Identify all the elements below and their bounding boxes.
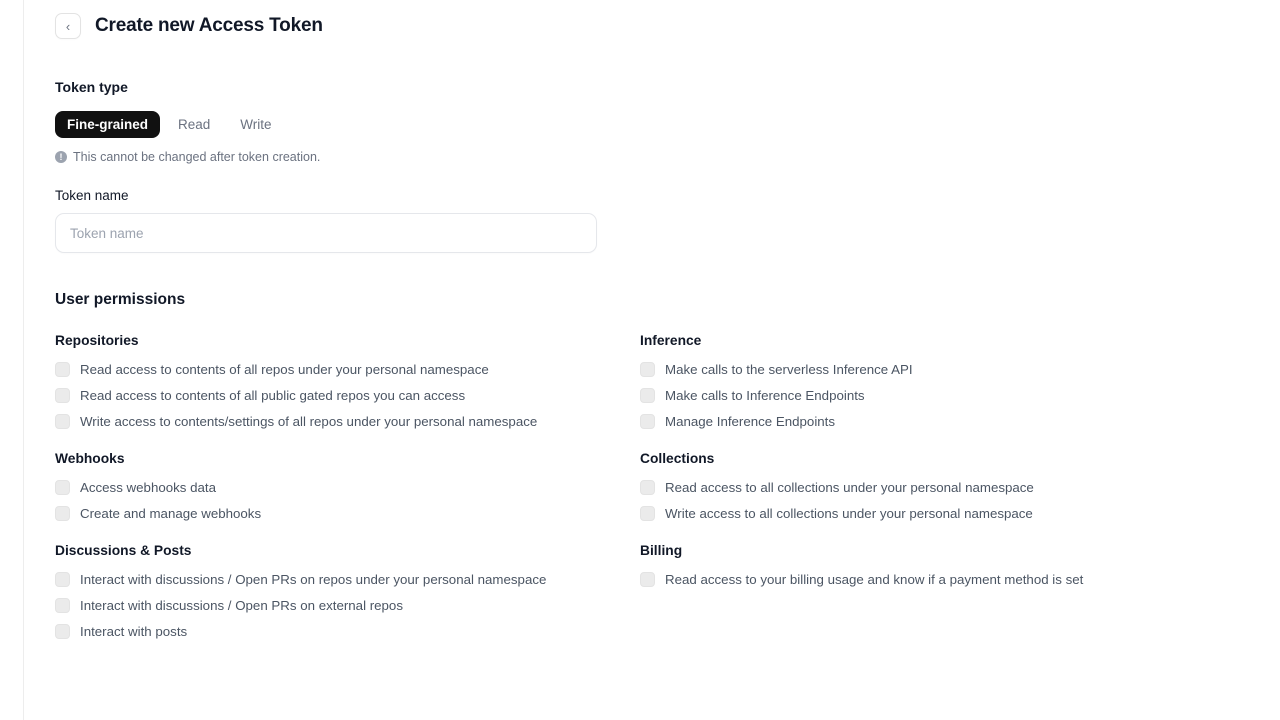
permission-item[interactable] bbox=[640, 414, 1225, 429]
page-content bbox=[55, 0, 1255, 661]
permission-label: Make calls to the serverless Inference API bbox=[665, 362, 913, 377]
permission-label: Read access to your billing usage and know if a payment method is set bbox=[665, 572, 1084, 587]
group-title: Discussions & Posts bbox=[55, 543, 192, 558]
permission-item[interactable] bbox=[640, 572, 1225, 587]
checkbox[interactable] bbox=[55, 572, 70, 587]
permission-label: Read access to all collections under your personal namespace bbox=[665, 480, 1034, 495]
permission-item[interactable] bbox=[640, 480, 1225, 495]
permission-item[interactable] bbox=[55, 506, 640, 521]
permission-item[interactable] bbox=[55, 362, 640, 377]
chevron-left-icon: ‹ bbox=[65, 18, 71, 34]
permission-item[interactable] bbox=[55, 624, 640, 639]
permission-group-webhooks bbox=[55, 451, 640, 521]
permission-label: Interact with discussions / Open PRs on external repos bbox=[80, 598, 403, 613]
permission-label: Make calls to Inference Endpoints bbox=[665, 388, 865, 403]
page-header bbox=[55, 0, 1255, 39]
permission-label: Read access to contents of all public gated repos you can access bbox=[80, 388, 466, 403]
permission-group-repositories bbox=[55, 333, 640, 429]
checkbox[interactable] bbox=[55, 388, 70, 403]
permission-label: Write access to all collections under your personal namespace bbox=[665, 506, 1033, 521]
group-title: Inference bbox=[640, 333, 702, 348]
permission-item[interactable] bbox=[55, 414, 640, 429]
token-name-input[interactable] bbox=[55, 213, 597, 253]
permission-group-collections bbox=[640, 451, 1225, 521]
permissions-columns bbox=[55, 333, 1255, 661]
user-permissions-title: User permissions bbox=[55, 291, 186, 308]
checkbox[interactable] bbox=[55, 624, 70, 639]
back-button[interactable] bbox=[55, 13, 81, 39]
info-icon: ! bbox=[55, 151, 67, 163]
checkbox[interactable] bbox=[640, 414, 655, 429]
checkbox[interactable] bbox=[640, 480, 655, 495]
permission-group-billing bbox=[640, 543, 1225, 587]
permission-item[interactable] bbox=[55, 572, 640, 587]
permission-item[interactable] bbox=[55, 388, 640, 403]
checkbox[interactable] bbox=[55, 480, 70, 495]
checkbox[interactable] bbox=[55, 414, 70, 429]
permission-item[interactable] bbox=[640, 388, 1225, 403]
group-title: Billing bbox=[640, 543, 683, 558]
checkbox[interactable] bbox=[55, 362, 70, 377]
group-title: Repositories bbox=[55, 333, 139, 348]
token-type-hint bbox=[55, 150, 1255, 164]
checkbox[interactable] bbox=[55, 506, 70, 521]
permission-item[interactable] bbox=[55, 480, 640, 495]
permission-item[interactable] bbox=[640, 362, 1225, 377]
checkbox[interactable] bbox=[55, 598, 70, 613]
page-title: Create new Access Token bbox=[95, 15, 323, 36]
permissions-column-left bbox=[55, 333, 640, 661]
token-type-option-write[interactable]: Write bbox=[240, 117, 272, 132]
permission-label: Create and manage webhooks bbox=[80, 506, 262, 521]
token-type-option-fine-grained[interactable]: Fine-grained bbox=[55, 111, 160, 138]
group-title: Collections bbox=[640, 451, 715, 466]
permission-item[interactable] bbox=[55, 598, 640, 613]
permission-label: Manage Inference Endpoints bbox=[665, 414, 836, 429]
token-type-option-read[interactable]: Read bbox=[178, 117, 211, 132]
token-type-section bbox=[55, 79, 1255, 164]
checkbox[interactable] bbox=[640, 572, 655, 587]
group-title: Webhooks bbox=[55, 451, 125, 466]
permission-label: Read access to contents of all repos under your personal namespace bbox=[80, 362, 489, 377]
permission-label: Interact with discussions / Open PRs on repos under your personal namespace bbox=[80, 572, 547, 587]
permission-label: Interact with posts bbox=[80, 624, 188, 639]
permission-group-inference bbox=[640, 333, 1225, 429]
permission-item[interactable] bbox=[640, 506, 1225, 521]
permission-label: Write access to contents/settings of all repos under your personal namespace bbox=[80, 414, 538, 429]
checkbox[interactable] bbox=[640, 388, 655, 403]
token-name-label: Token name bbox=[55, 188, 129, 203]
token-type-segmented-control bbox=[55, 111, 1255, 138]
permission-group-discussions-posts bbox=[55, 543, 640, 639]
permissions-column-right bbox=[640, 333, 1225, 661]
token-name-section bbox=[55, 188, 1255, 253]
permission-label: Access webhooks data bbox=[80, 480, 217, 495]
checkbox[interactable] bbox=[640, 362, 655, 377]
token-type-label: Token type bbox=[55, 79, 128, 95]
left-rail bbox=[0, 0, 24, 720]
checkbox[interactable] bbox=[640, 506, 655, 521]
token-type-hint-text: This cannot be changed after token creation. bbox=[73, 150, 321, 164]
